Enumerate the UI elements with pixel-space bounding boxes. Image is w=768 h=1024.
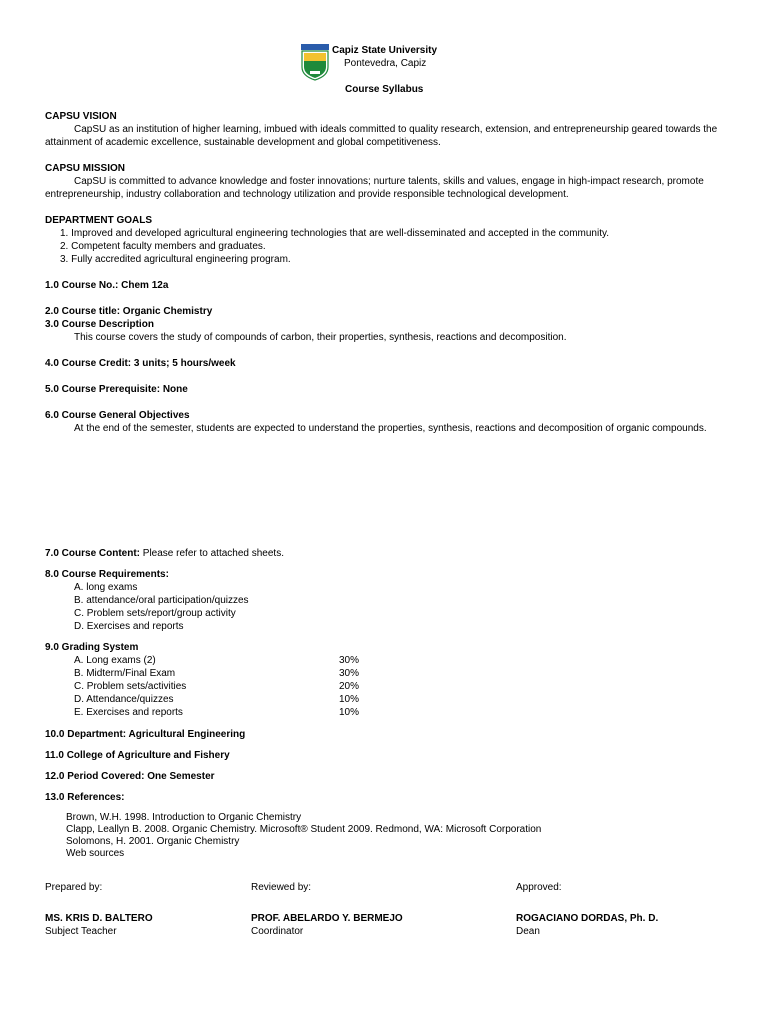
requirement-item: A. long exams xyxy=(74,582,138,593)
department: 10.0 Department: Agricultural Engineering xyxy=(45,729,246,740)
course-description-text: This course covers the study of compounds of carbon, their properties, synthesis, reactions and decomposition. xyxy=(74,332,567,343)
requirement-item: C. Problem sets/report/group activity xyxy=(74,608,236,619)
signatory-reviewed xyxy=(251,881,403,938)
signatory-name: MS. KRIS D. BALTERO xyxy=(45,913,153,924)
signatory-approved xyxy=(516,881,658,938)
grading-item-percent: 20% xyxy=(339,681,360,692)
course-number: 1.0 Course No.: Chem 12a xyxy=(45,280,169,291)
document-title: Course Syllabus xyxy=(345,84,424,95)
grading-row xyxy=(74,654,374,667)
period-covered: 12.0 Period Covered: One Semester xyxy=(45,771,215,782)
requirement-item: D. Exercises and reports xyxy=(74,621,184,632)
grading-item-label: C. Problem sets/activities xyxy=(74,681,187,692)
reference-item: Clapp, Leallyn B. 2008. Organic Chemistry. Microsoft® Student 2009. Redmond, WA: Microsoft Corporation xyxy=(66,824,542,835)
reference-item: Web sources xyxy=(66,848,125,859)
vision-text xyxy=(45,123,735,149)
grading-table xyxy=(74,654,374,719)
mission-text-line1: CapSU is committed to advance knowledge and foster innovations; nurture talents, skills and values, engage in high-impact research, promote xyxy=(74,176,704,187)
grading-heading: 9.0 Grading System xyxy=(45,642,139,653)
mission-text-line2: entrepreneurship, industry collaboration and technology utilization and provide responsible technological development. xyxy=(45,189,569,200)
course-description-heading: 3.0 Course Description xyxy=(45,319,154,330)
grading-item-percent: 30% xyxy=(339,655,360,666)
vision-heading: CAPSU VISION xyxy=(45,111,117,122)
grading-item-label: E. Exercises and reports xyxy=(74,707,183,718)
course-content-label: 7.0 Course Content: xyxy=(45,548,141,559)
goals-list xyxy=(60,227,609,266)
grading-item-percent: 10% xyxy=(339,707,360,718)
goal-item: 3. Fully accredited agricultural engineering program. xyxy=(60,254,291,265)
grading-row xyxy=(74,680,374,693)
signatory-name: ROGACIANO DORDAS, Ph. D. xyxy=(516,913,659,924)
university-logo xyxy=(300,43,330,81)
vision-text-line2: attainment of academic excellence, sustainable development and global competitiveness. xyxy=(45,137,441,148)
signatory-name: PROF. ABELARDO Y. BERMEJO xyxy=(251,913,403,924)
objectives-heading: 6.0 Course General Objectives xyxy=(45,410,190,421)
signatory-title: Dean xyxy=(516,926,540,937)
signatory-role: Approved: xyxy=(516,882,562,893)
reference-item: Brown, W.H. 1998. Introduction to Organic Chemistry xyxy=(66,812,302,823)
grading-item-label: B. Midterm/Final Exam xyxy=(74,668,176,679)
grading-row xyxy=(74,667,374,680)
course-prerequisite: 5.0 Course Prerequisite: None xyxy=(45,384,188,395)
signatory-title: Coordinator xyxy=(251,926,304,937)
signatory-role: Prepared by: xyxy=(45,882,103,893)
course-title: 2.0 Course title: Organic Chemistry xyxy=(45,306,213,317)
signatory-title: Subject Teacher xyxy=(45,926,117,937)
vision-text-line1: CapSU as an institution of higher learning, imbued with ideals committed to quality research, extension, and entrepreneurship geared towards the xyxy=(74,124,718,135)
grading-item-percent: 30% xyxy=(339,668,360,679)
course-content-text: Please refer to attached sheets. xyxy=(140,548,284,559)
grading-item-percent: 10% xyxy=(339,694,360,705)
grading-item-label: D. Attendance/quizzes xyxy=(74,694,174,705)
grading-item-label: A. Long exams (2) xyxy=(74,655,156,666)
mission-text xyxy=(45,175,735,201)
university-name: Capiz State University xyxy=(332,45,438,56)
reference-item: Solomons, H. 2001. Organic Chemistry xyxy=(66,836,240,847)
grading-row xyxy=(74,693,374,706)
mission-heading: CAPSU MISSION xyxy=(45,163,126,174)
course-credit: 4.0 Course Credit: 3 units; 5 hours/week xyxy=(45,358,236,369)
references-heading: 13.0 References: xyxy=(45,792,125,803)
goals-heading: DEPARTMENT GOALS xyxy=(45,215,153,226)
objectives-text: At the end of the semester, students are expected to understand the properties, synthesis, reactions and decomposition of organic compounds. xyxy=(74,423,707,434)
requirement-item: B. attendance/oral participation/quizzes xyxy=(74,595,249,606)
requirements-heading: 8.0 Course Requirements: xyxy=(45,569,169,580)
university-location: Pontevedra, Capiz xyxy=(344,58,427,69)
requirements-list xyxy=(74,581,249,633)
goal-item: 2. Competent faculty members and graduates. xyxy=(60,241,266,252)
course-content xyxy=(45,547,284,560)
signatory-role: Reviewed by: xyxy=(251,882,312,893)
references-list xyxy=(66,812,746,860)
goal-item: 1. Improved and developed agricultural engineering technologies that are well-disseminated and accepted in the community. xyxy=(60,228,610,239)
signatory-prepared xyxy=(45,881,153,938)
college: 11.0 College of Agriculture and Fishery xyxy=(45,750,230,761)
grading-row xyxy=(74,706,374,719)
